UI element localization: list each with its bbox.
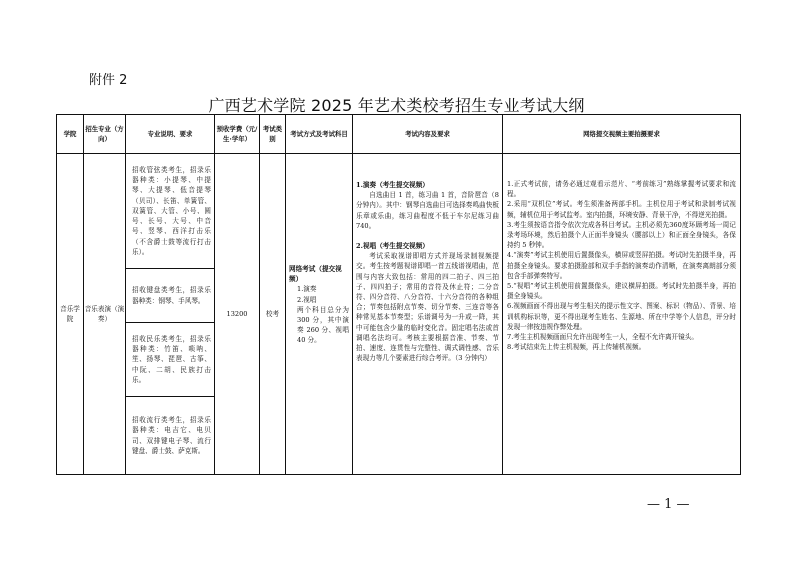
- spec-text: 招收流行类考生，招录乐器种类：电吉它、电贝司、双排键电子琴、流行键盘、爵士鼓、萨克斯。: [132, 416, 211, 455]
- content-cell: [353, 154, 503, 475]
- header-tuition: 预收学费（元/生·学年）: [215, 115, 260, 154]
- spec-cell-folk: [126, 323, 215, 397]
- video-req-item: 6.视频画面不得出现与考生相关的提示性文字、图案、标识（物品）、背景、培训机构标识等，更不得出现考生姓名、生源地、所在中学等个人信息，评分时发现一律按违规作弊处理。: [507, 302, 736, 331]
- college-cell: 音乐学院: [57, 154, 84, 475]
- header-spec: 专业说明、要求: [126, 115, 215, 154]
- exam-method-item: 1.演奏: [297, 285, 317, 294]
- content-section-text: 自选曲目 1 首，练习曲 1 首，音阶琶音（8 分钟内）。其中：钢琴自选曲目可选择奏鸣曲快板乐章或乐曲，练习曲程度不低于车尔尼练习曲 740。: [356, 191, 499, 230]
- video-req-cell: [503, 154, 741, 475]
- video-req-item: 5.“视唱”考试主机使用前置摄像头，建议横屏拍摄。考试时先拍摄半身，再拍摄全身镜头。: [507, 282, 736, 301]
- table-header-row: [57, 115, 741, 154]
- exam-outline-table: [56, 114, 741, 475]
- spec-text: 招收民乐类考生，招录乐器种类：竹笛、唢呐、笙、扬琴、琵琶、古筝、中阮、二胡、民族打击乐。: [132, 334, 211, 384]
- spec-cell-strings: [126, 154, 215, 269]
- spec-cell-pop: [126, 397, 215, 475]
- video-req-item: 2.采用“双机位”考试。考生须准备两部手机。主机位用于考试和录制考试视频，辅机位用于考试监考。室内拍摄，环境安静、背景干净，不得逆光拍摄。: [507, 200, 736, 219]
- content-section-title: 1.演奏（考生提交视频）: [356, 181, 429, 189]
- spec-cell-keyboard: [126, 269, 215, 323]
- video-req-item: 4.“演奏”考试主机使用后置摄像头，横屏或竖屏拍摄。考试时先拍摄半身，再拍摄全身镜头。要求拍摄脸部和双手手指的演奏动作清晰，在演奏离朗部分须包含手部弹奏特写。: [507, 251, 736, 280]
- header-major: 招生专业（方向）: [84, 115, 126, 154]
- page-title: 广西艺术学院 2025 年艺术类校考招生专业考试大纲: [208, 96, 585, 115]
- header-video: 网络提交视频主要拍摄要求: [503, 115, 741, 154]
- tuition-cell: 13200: [215, 154, 260, 475]
- content-section-text: 考试采取视谱即唱方式并现场录制视频提交。考生按考题视谱即唱一首五线谱视唱曲，范围与内容大致包括：常用的四二拍子、四三拍子、四四拍子；常用的音符及休止符；二分音符、四分音符、八分音符、十六分音符的各种组合；节奏包括附点节奏、切分节奏、三连音等各种常见基本节奏型；乐谱调号为一升或一降，其中可能包含少量的临时变化音。固定唱名法或首调唱名法均可。考核主要根据音准、节奏、节拍、速度、连贯性与完整性、调式调性感、音乐表现力等几个要素进行综合考评。（3 分钟内）: [356, 252, 499, 363]
- exam-method-title: 网络考试（提交视频）: [289, 265, 342, 284]
- header-exam-type: 考试类别: [260, 115, 286, 154]
- exam-method-note: 两个科目总分为 300 分，其中演奏 260 分、视唱 40 分。: [297, 305, 349, 345]
- attachment-label: 附件 2: [89, 73, 128, 88]
- table-row: [57, 154, 741, 269]
- video-req-item: 3.考生须按语音指令依次完成各科目考试。主机必须先360度环顾考场一周记录考场环境，然后拍摄个人正面半身镜头（腰部以上）和正面全身镜头，各保持约 5 秒钟。: [507, 220, 736, 250]
- major-cell: 音乐表演（演奏）: [84, 154, 126, 475]
- spec-text: 招收键盘类考生，招录乐器种类：钢琴、手风琴。: [132, 286, 211, 305]
- spec-text: 招收管弦类考生，招录乐器种类：小提琴、中提琴、大提琴、低音提琴（贝司）、长笛、单簧管、双簧管、大管、小号、圆号、长号、大号、中音号、竖琴、西洋打击乐（不含爵士鼓等流行打击乐）。: [132, 166, 211, 256]
- video-req-item: 7.考生主机视频画面只允许出现考生一人，全程不允许离开镜头。: [507, 333, 698, 342]
- header-college: 学院: [57, 115, 84, 154]
- header-content: 考试内容及要求: [353, 115, 503, 154]
- exam-type-cell: 校考: [260, 154, 286, 475]
- exam-method-item: 2.视唱: [297, 295, 317, 304]
- exam-method-cell: [286, 154, 353, 475]
- header-exam-method: 考试方式及考试科目: [286, 115, 353, 154]
- content-section-title: 2.视唱（考生提交视频）: [356, 242, 429, 251]
- video-req-item: 8.考试结束先上传主机视频，再上传辅机视频。: [507, 343, 646, 352]
- video-req-item: 1.正式考试前，请务必通过观看示范片、“考前练习”熟练掌握考试要求和流程。: [507, 180, 736, 199]
- page-number: — 1 —: [647, 497, 690, 512]
